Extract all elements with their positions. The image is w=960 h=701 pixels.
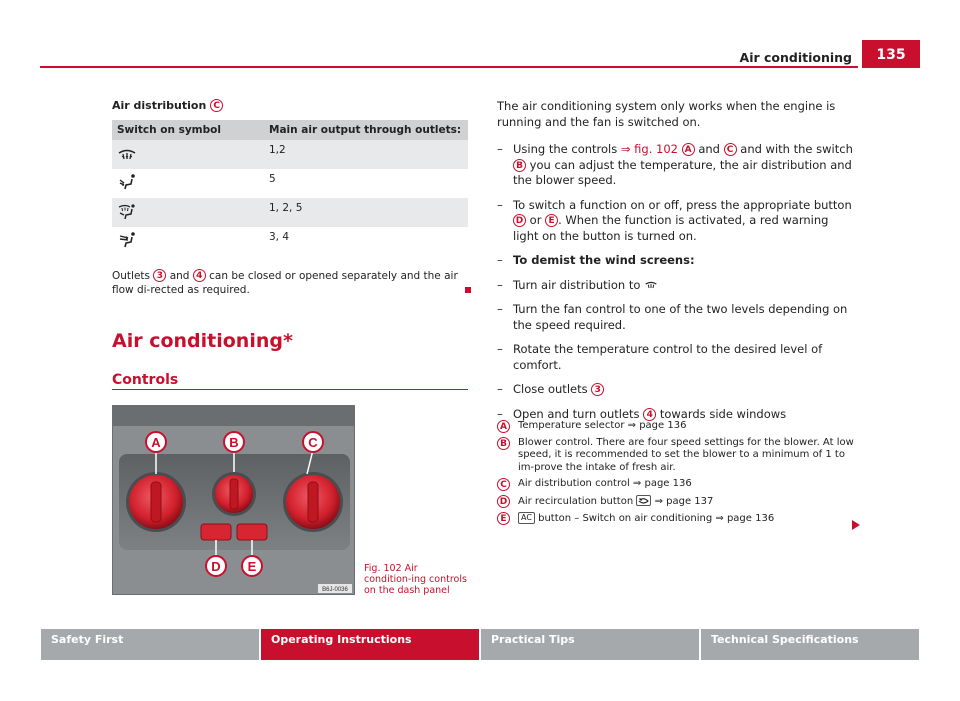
- badge-d: D: [497, 495, 510, 508]
- column-header-outlets: Main air output through outlets:: [264, 120, 468, 140]
- badge-4: 4: [643, 408, 656, 421]
- callout-a: [146, 432, 166, 452]
- outlets-note: Outlets 3 and 4 can be closed or opened separately and the air flow di-rected as required.: [112, 270, 458, 296]
- figure-reference-link[interactable]: ⇒ fig. 102: [620, 142, 678, 156]
- badge-4: 4: [193, 269, 206, 282]
- table-row: [112, 198, 468, 227]
- legend-item: C Air distribution control ⇒ page 136: [497, 478, 857, 491]
- windscreen-defrost-icon: [644, 278, 658, 290]
- step-2: – To switch a function on or off, press the appropriate button D or E . When the function is activated, a red warning light on the button is turned on.: [497, 197, 852, 243]
- subsection-rule: [112, 389, 468, 390]
- svg-text:B: B: [229, 435, 239, 450]
- tab-safety-first[interactable]: Safety First: [41, 629, 259, 660]
- legend-item: A Temperature selector ⇒ page 136: [497, 420, 857, 433]
- figure-code: B6J-0036: [322, 587, 348, 593]
- legend-item: E AC button – Switch on air conditioning ⇒ page 136: [497, 512, 857, 526]
- section-title: Air conditioning*: [112, 330, 293, 352]
- tab-practical-tips[interactable]: Practical Tips: [481, 629, 699, 660]
- badge-c: C: [724, 143, 737, 156]
- step-6: – Rotate the temperature control to the desired level of comfort.: [497, 342, 823, 372]
- badge-a: A: [682, 143, 695, 156]
- outlets-value: 1, 2, 5: [264, 198, 468, 227]
- page-header: [40, 38, 920, 68]
- table-row: [112, 140, 468, 169]
- table-row: [112, 227, 468, 256]
- legend-item: D Air recirculation button ⇒ page 137: [497, 495, 857, 509]
- air-distribution-heading: [112, 99, 468, 112]
- ac-controls-figure: [112, 405, 355, 595]
- badge-e: E: [545, 214, 558, 227]
- body-airflow-icon: [117, 231, 137, 249]
- page-number: 135: [862, 40, 920, 68]
- svg-text:C: C: [308, 435, 318, 450]
- ac-key-icon: AC: [518, 512, 535, 524]
- step-8: – Open and turn outlets 4 towards side windows: [497, 406, 787, 421]
- section-end-marker: [465, 287, 471, 293]
- recirculation-icon: [636, 495, 651, 506]
- windscreen-defrost-icon: [117, 144, 137, 162]
- figure-legend: [497, 420, 857, 530]
- badge-b: B: [497, 437, 510, 450]
- left-column: [112, 99, 468, 388]
- continue-arrow-icon: [852, 520, 860, 530]
- step-1: – Using the controls ⇒ fig. 102 A and C and with the switch B you can adjust the temperature, the air distribution and the blower speed.: [497, 142, 853, 187]
- windscreen-and-footwell-icon: [117, 202, 137, 220]
- dash-panel-illustration: [113, 406, 355, 595]
- step-7: – Close outlets 3: [497, 382, 857, 398]
- legend-item: B Blower control. There are four speed settings for the blower. At low speed, it is recommended to set the blower to a minimum of 1 to im-prove the intake of fresh air.: [497, 437, 857, 475]
- svg-text:A: A: [151, 435, 161, 450]
- badge-b: B: [513, 159, 526, 172]
- table-row: [112, 169, 468, 198]
- svg-text:D: D: [211, 559, 221, 574]
- outlets-value: 3, 4: [269, 231, 290, 243]
- table-header-row: [112, 120, 468, 140]
- svg-text:E: E: [247, 559, 257, 574]
- badge-3: 3: [153, 269, 166, 282]
- outlets-value: 1,2: [264, 140, 468, 169]
- tab-operating-instructions[interactable]: Operating Instructions: [261, 629, 479, 660]
- footer-nav: [41, 629, 919, 660]
- badge-d: D: [513, 214, 526, 227]
- callout-c: [303, 432, 323, 452]
- column-header-symbol: Switch on symbol: [112, 120, 264, 140]
- step-4: – Turn air distribution to: [497, 278, 857, 294]
- header-rule: [40, 66, 858, 68]
- air-distribution-table: [112, 120, 468, 256]
- callout-b: [224, 432, 244, 452]
- outlets-value: 5: [269, 173, 276, 185]
- intro-paragraph: The air conditioning system only works when the engine is running and the fan is switched on.: [497, 99, 836, 129]
- badge-e: E: [497, 512, 510, 525]
- step-5: – Turn the fan control to one of the two levels depending on the speed required.: [497, 302, 848, 332]
- figure-caption: Fig. 102 Air condition-ing controls on the dash panel: [364, 563, 467, 596]
- badge-a: A: [497, 420, 510, 433]
- right-column: [497, 99, 857, 422]
- air-distribution-title: Air distribution: [112, 99, 207, 112]
- callout-e: [242, 556, 262, 576]
- chapter-title: Air conditioning: [739, 50, 852, 65]
- badge-c: C: [497, 478, 510, 491]
- step-3: – To demist the wind screens:: [497, 253, 695, 267]
- tab-technical-specifications[interactable]: Technical Specifications: [701, 629, 919, 660]
- callout-d: [206, 556, 226, 576]
- footwell-airflow-icon: [117, 173, 137, 191]
- badge-3: 3: [591, 383, 604, 396]
- subsection-title: Controls: [112, 372, 179, 388]
- badge-c: C: [210, 99, 223, 112]
